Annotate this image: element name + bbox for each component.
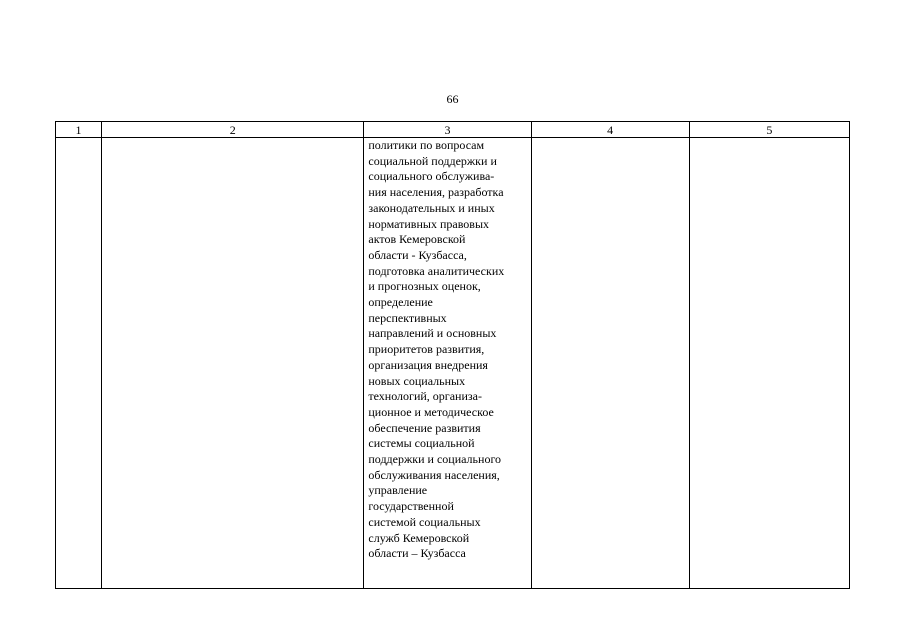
table-cell-col3	[364, 138, 531, 589]
header-cell-1: 1	[56, 122, 102, 138]
header-cell-3: 3	[364, 122, 531, 138]
header-cell-2: 2	[102, 122, 364, 138]
table-cell-col1	[56, 138, 102, 589]
table-cell-col5	[689, 138, 849, 589]
table-header-row	[56, 122, 850, 138]
table-cell-col2	[102, 138, 364, 589]
cell-col3-text: политики по вопросам социальной поддержки и социального обслужива- ния населения, разработка законодательных и иных нормативных правовых актов Кемеровской области - Кузбасса, подготовка аналитических и прогнозных оценок, определение перспективных направлений и основных приоритетов развития, организация внедрения новых социальных технологий, организа- ционное и методическое обеспечение развития системы социальной поддержки и социального обслуживания населения, управление государственной системой социальных служб Кемеровской области – Кузбасса	[368, 138, 505, 561]
page-number: 66	[446, 92, 459, 106]
document-table	[55, 121, 850, 589]
table-row	[56, 138, 850, 589]
header-cell-4: 4	[531, 122, 689, 138]
header-cell-5: 5	[689, 122, 849, 138]
table-cell-col4	[531, 138, 689, 589]
